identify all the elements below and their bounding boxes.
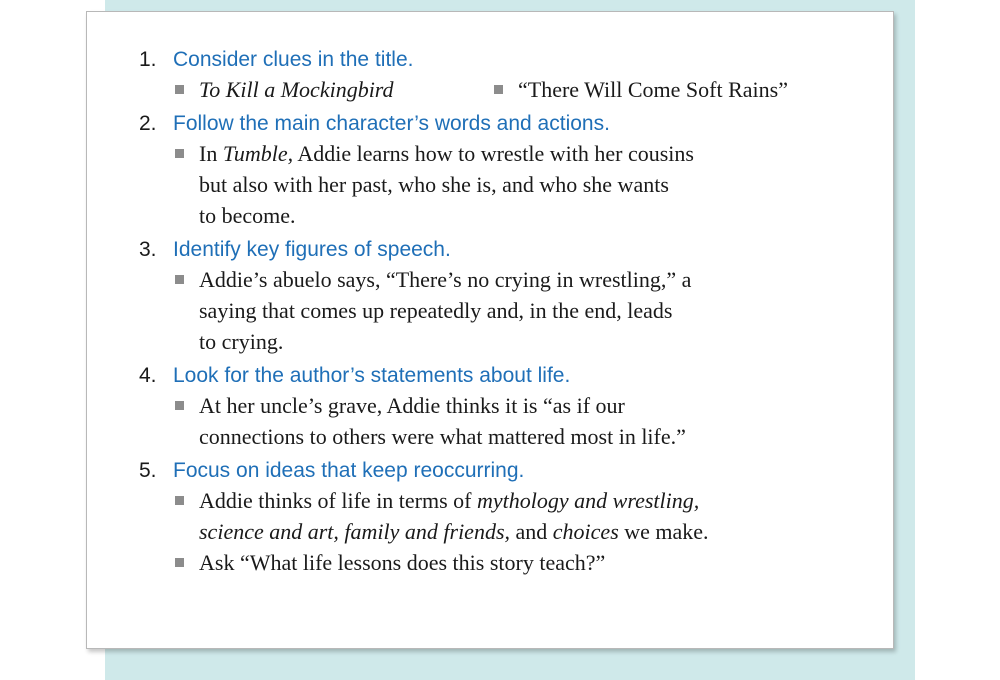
emphasis-text: science and art, family and friends, bbox=[199, 519, 511, 544]
bullet-text: to crying. bbox=[199, 329, 284, 354]
book-title: To Kill a Mockingbird bbox=[199, 77, 394, 102]
bullet-text: At her uncle’s grave, Addie thinks it is “as if our bbox=[199, 393, 625, 418]
item-heading: Identify key figures of speech. bbox=[173, 238, 451, 261]
bullet-square-icon bbox=[175, 85, 184, 94]
bullet-text: to become. bbox=[199, 203, 296, 228]
bullet-square-icon bbox=[175, 149, 184, 158]
emphasis-text: choices bbox=[552, 519, 619, 544]
story-title: “There Will Come Soft Rains” bbox=[518, 77, 788, 102]
bullet-square-icon bbox=[494, 85, 503, 94]
bullet-square-icon bbox=[175, 558, 184, 567]
tips-card bbox=[86, 11, 894, 649]
bullet-item bbox=[139, 547, 879, 578]
bullet-square-icon bbox=[175, 496, 184, 505]
item-heading-row bbox=[139, 236, 879, 264]
bullet-item bbox=[139, 138, 879, 231]
bullet-text: and bbox=[510, 519, 553, 544]
book-title: Tumble, bbox=[222, 141, 294, 166]
bullet-item bbox=[139, 390, 879, 452]
bullet-square-icon bbox=[175, 275, 184, 284]
bullet-text: Addie’s abuelo says, “There’s no crying in wrestling,” a bbox=[199, 267, 692, 292]
bullet-list bbox=[139, 264, 879, 357]
bullet-item bbox=[139, 264, 879, 357]
bullet-text: saying that comes up repeatedly and, in the end, leads bbox=[199, 298, 673, 323]
bullet-text: In bbox=[199, 141, 223, 166]
list-item-1 bbox=[139, 46, 879, 105]
emphasis-text: mythology and wrestling, bbox=[477, 488, 700, 513]
item-number: 4. bbox=[139, 364, 157, 387]
item-number: 2. bbox=[139, 112, 157, 135]
list-item-4 bbox=[139, 362, 879, 452]
item-heading: Look for the author’s statements about life. bbox=[173, 364, 571, 387]
list-item-5 bbox=[139, 457, 879, 578]
list-item-3 bbox=[139, 236, 879, 357]
item-heading-row bbox=[139, 457, 879, 485]
item-number: 1. bbox=[139, 48, 157, 71]
item-heading: Consider clues in the title. bbox=[173, 48, 414, 71]
item-number: 3. bbox=[139, 238, 157, 261]
bullet-item bbox=[139, 485, 879, 547]
bullet-text: Addie learns how to wrestle with her cousins bbox=[293, 141, 694, 166]
bullet-row bbox=[139, 74, 879, 105]
item-heading: Focus on ideas that keep reoccurring. bbox=[173, 459, 525, 482]
list-item-2 bbox=[139, 110, 879, 231]
bullet-text: Addie thinks of life in terms of bbox=[199, 488, 478, 513]
bullet-text: Ask “What life lessons does this story teach?” bbox=[199, 550, 606, 575]
bullet-square-icon bbox=[175, 401, 184, 410]
bullet-text: but also with her past, who she is, and who she wants bbox=[199, 172, 669, 197]
bullet-list bbox=[139, 390, 879, 452]
bullet-list bbox=[139, 138, 879, 231]
bullet-text: we make. bbox=[618, 519, 709, 544]
item-heading-row bbox=[139, 46, 879, 74]
bullet-list bbox=[139, 485, 879, 578]
item-heading-row bbox=[139, 110, 879, 138]
bullet-text: connections to others were what mattered most in life.” bbox=[199, 424, 686, 449]
item-heading: Follow the main character’s words and actions. bbox=[173, 112, 610, 135]
item-heading-row bbox=[139, 362, 879, 390]
numbered-list bbox=[139, 46, 879, 583]
item-number: 5. bbox=[139, 459, 157, 482]
